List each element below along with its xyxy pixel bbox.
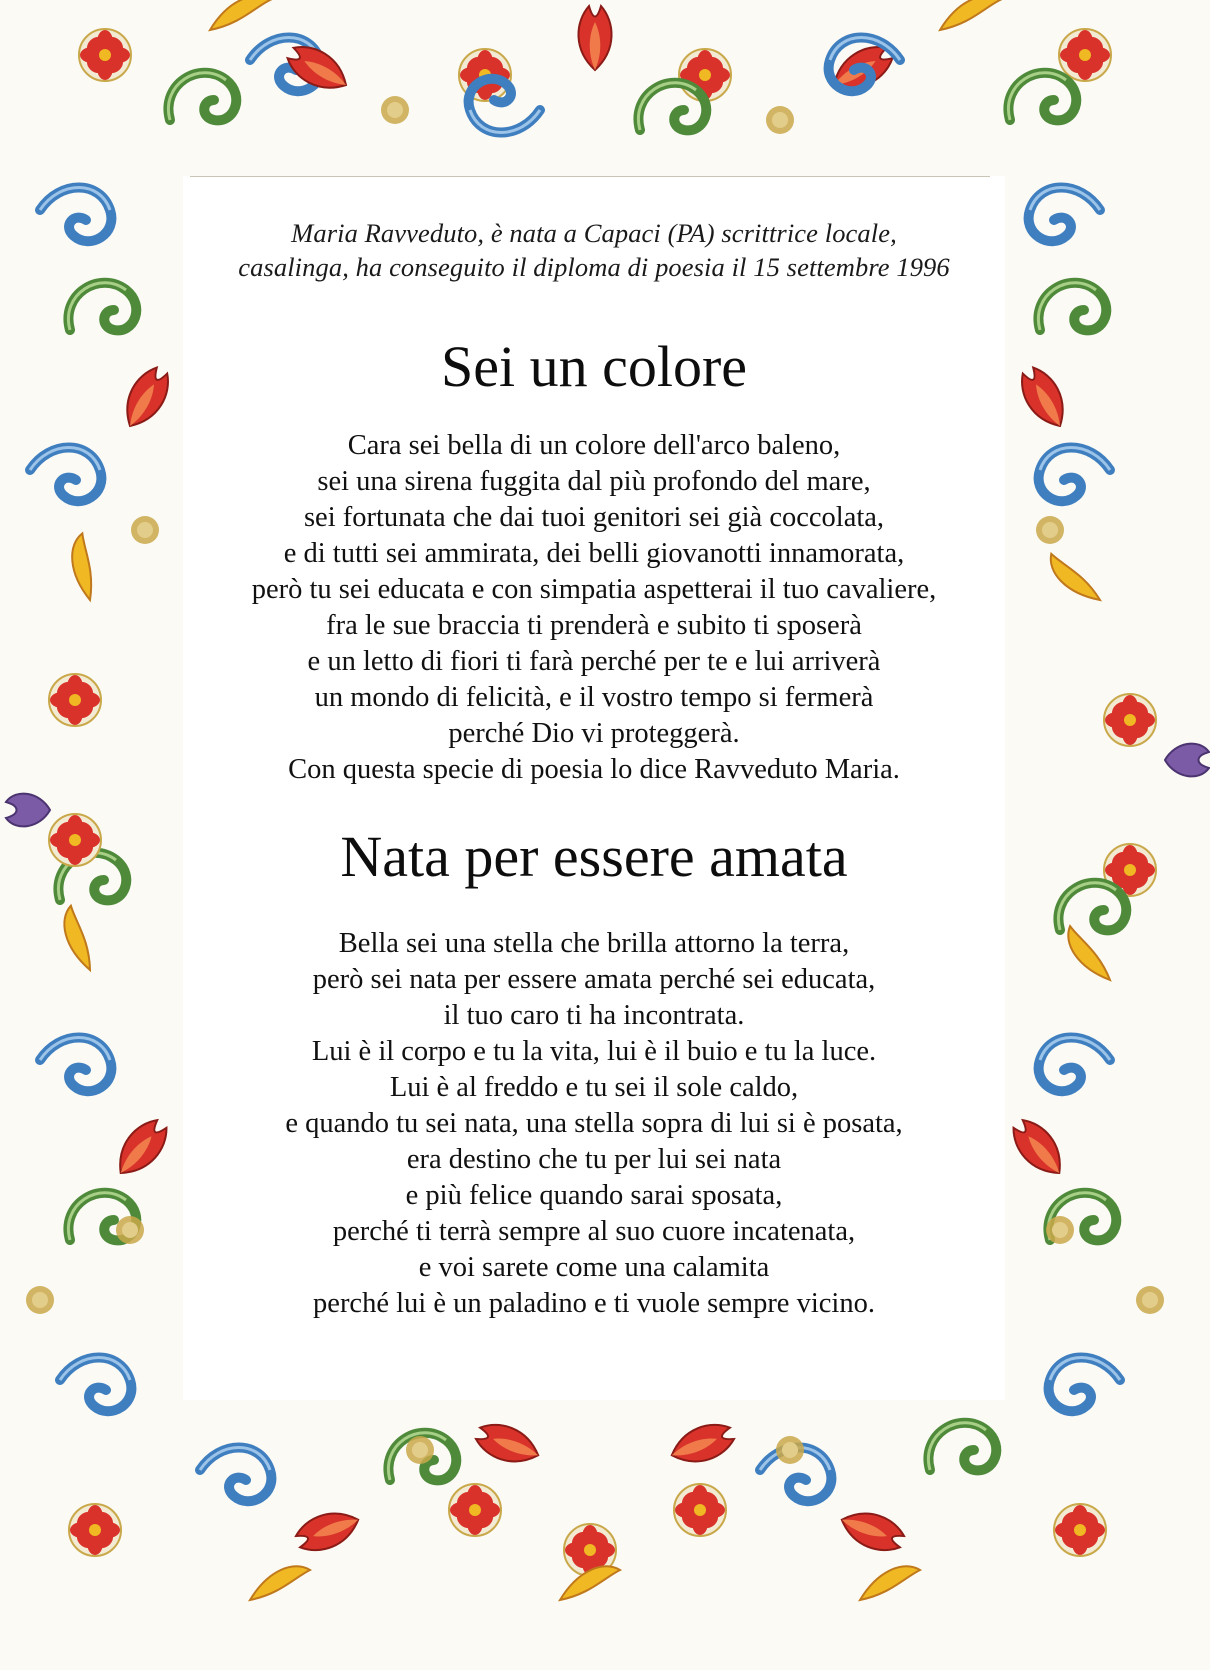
poem-line: Lui è il corpo e tu la vita, lui è il buio e tu la luce.: [311, 1036, 877, 1067]
poem-line: Con questa specie di poesia lo dice Ravveduto Maria.: [288, 754, 900, 785]
poem-line: e un letto di fiori ti farà perché per te e lui arriverà: [307, 646, 881, 677]
poem-line: Bella sei una stella che brilla attorno la terra,: [338, 928, 850, 959]
poem-line: perché lui è un paladino e ti vuole sempre vicino.: [313, 1288, 875, 1319]
poem-line: e voi sarete come una calamita: [418, 1252, 770, 1283]
poem-line: e quando tu sei nata, una stella sopra di lui si è posata,: [285, 1108, 903, 1139]
poem-line: Cara sei bella di un colore dell'arco baleno,: [347, 430, 841, 461]
poem-line: però sei nata per essere amata perché sei educata,: [312, 964, 876, 995]
poem-line: e più felice quando sarai sposata,: [405, 1180, 783, 1211]
poem-line: sei fortunata che dai tuoi genitori sei già coccolata,: [303, 502, 885, 533]
poem-body-2: [183, 926, 1005, 1322]
poem-body-1: [183, 428, 1005, 788]
author-intro: [183, 216, 1005, 284]
author-intro-line-2: casalinga, ha conseguito il diploma di poesia il 15 settembre 1996: [238, 252, 950, 282]
poem-line: un mondo di felicità, e il vostro tempo si fermerà: [314, 682, 874, 713]
poem-title-1: Sei un colore: [440, 334, 748, 399]
poem-line: però tu sei educata e con simpatia aspetterai il tuo cavaliere,: [251, 574, 937, 605]
poem-content: [183, 176, 1005, 1322]
poem-line: fra le sue braccia ti prenderà e subito ti sposerà: [326, 610, 862, 641]
poem-line: perché ti terrà sempre al suo cuore incatenata,: [332, 1216, 856, 1247]
poem-line: e di tutti sei ammirata, dei belli giovanotti innamorata,: [283, 538, 905, 569]
poem-line: sei una sirena fuggita dal più profondo del mare,: [317, 466, 871, 497]
poem-title-2: Nata per essere amata: [340, 824, 848, 889]
poem-line: perché Dio vi proteggerà.: [448, 718, 740, 749]
poem-line: era destino che tu per lui sei nata: [406, 1144, 782, 1175]
author-intro-line-1: Maria Ravveduto, è nata a Capaci (PA) scrittrice locale,: [291, 218, 897, 248]
poem-line: Lui è al freddo e tu sei il sole caldo,: [389, 1072, 799, 1103]
poem-line: il tuo caro ti ha incontrata.: [443, 1000, 745, 1031]
